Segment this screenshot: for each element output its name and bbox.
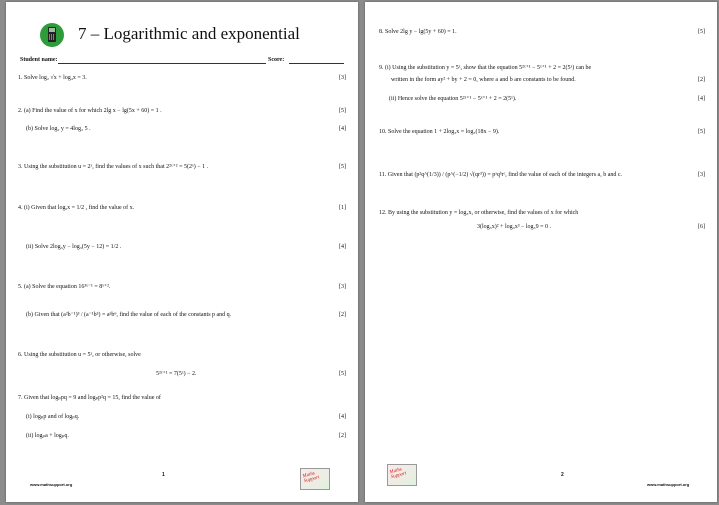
question-text: 3. Using the substitution u = 2ˣ, find the values of x such that 2²ˣ⁺² = 5(2ˣ) − 1 . [18, 164, 209, 170]
question-text: (ii) Hence solve the equation 5²ˣ⁺¹ − 5ˣ⁺¹ + 2 = 2(5ˣ). [389, 96, 517, 102]
question-text: written in the form ay² + by + 2 = 0, where a and b are constants to be found. [391, 77, 576, 83]
question-mark: [1] [339, 205, 346, 211]
question-text: (ii) logₚa + logₚq. [26, 433, 69, 439]
stamp-text: Maths Support [389, 467, 408, 481]
question-text: 4. (i) Given that logᵧx = 1/2 , find the value of x. [18, 205, 135, 211]
question-text: 5. (a) Solve the equation 16³ˣ⁻¹ = 8ˣ⁺². [18, 284, 111, 290]
question-text: 8. Solve 2lg y − lg(5y + 60) = 1. [379, 29, 457, 35]
question-text: (b) Given that (a²b⁻¹)³ / (a⁻¹b³) = aᵖbᵠ, find the value of each of the constants p and q. [26, 312, 232, 318]
question-mark: [4] [698, 96, 705, 102]
question-mark: [3] [698, 172, 705, 178]
question-text: 5²ˣ⁺¹ = 7(5ˣ) − 2. [156, 371, 197, 377]
maths-support-stamp [300, 468, 330, 490]
page-number: 1 [162, 472, 165, 478]
question-text: 7. Given that logₚpq = 9 and logₚp²q = 15, find the value of [18, 395, 161, 401]
question-mark: [2] [698, 77, 705, 83]
question-mark: [5] [339, 164, 346, 170]
page-1 [6, 2, 358, 502]
question-text: 3(log₃x)² + log₃x³ − log₃9 = 0 . [477, 224, 552, 230]
question-text: 10. Solve the equation 1 + 2log₃x = log₃(18x − 9). [379, 129, 500, 135]
question-mark: [2] [339, 433, 346, 439]
question-mark: [6] [698, 224, 705, 230]
question-text: (ii) Solve 2log₃y − log₃(5y − 12) = 1/2 . [26, 244, 122, 250]
question-mark: [4] [339, 414, 346, 420]
question-text: 12. By using the substitution y = log₃x, or otherwise, find the values of x for which [379, 210, 579, 216]
footer-url: www.mathsupport.org [647, 482, 690, 487]
question-text: 2. (a) Find the value of x for which 2lg x − lg(5x + 60) = 1 . [18, 108, 162, 114]
question-mark: [5] [339, 371, 346, 377]
calculator-logo-icon [40, 23, 64, 47]
question-text: (i) logₚp and of logₚq. [26, 414, 80, 420]
question-mark: [5] [339, 108, 346, 114]
question-text: 11. Given that (p²q^(1/3)) / (p^(−1/2) √(qr³)) = pᵃqᵇrᶜ, find the value of each of the integers a, b and c. [379, 172, 623, 178]
stamp-text: Maths Support [302, 471, 321, 485]
question-mark: [4] [339, 244, 346, 250]
question-text: 6. Using the substitution u = 5ˣ, or otherwise, solve [18, 352, 141, 358]
footer-url: www.mathsupport.org [30, 482, 73, 487]
question-mark: [3] [339, 75, 346, 81]
maths-support-stamp [387, 464, 417, 486]
score-label: Score: [268, 57, 285, 63]
question-text: 1. Solve log₂ √x + log₄x = 3. [18, 75, 87, 81]
page-number: 2 [561, 472, 564, 478]
student-name-label: Student name: [20, 57, 58, 63]
question-mark: [5] [698, 129, 705, 135]
question-mark: [2] [339, 312, 346, 318]
question-text: 9. (i) Using the substitution y = 5ˣ, show that the equation 5²ˣ⁺¹ − 5ˣ⁺¹ + 2 = 2(5ˣ) can be [379, 65, 592, 71]
question-text: (b) Solve log₂ y = 4log₂ 5 . [26, 126, 91, 132]
question-mark: [4] [339, 126, 346, 132]
question-mark: [5] [698, 29, 705, 35]
score-line [289, 63, 344, 64]
student-name-line [58, 63, 266, 64]
question-mark: [3] [339, 284, 346, 290]
page-2 [365, 2, 717, 502]
page-title: 7 – Logarithmic and exponential [78, 24, 300, 43]
